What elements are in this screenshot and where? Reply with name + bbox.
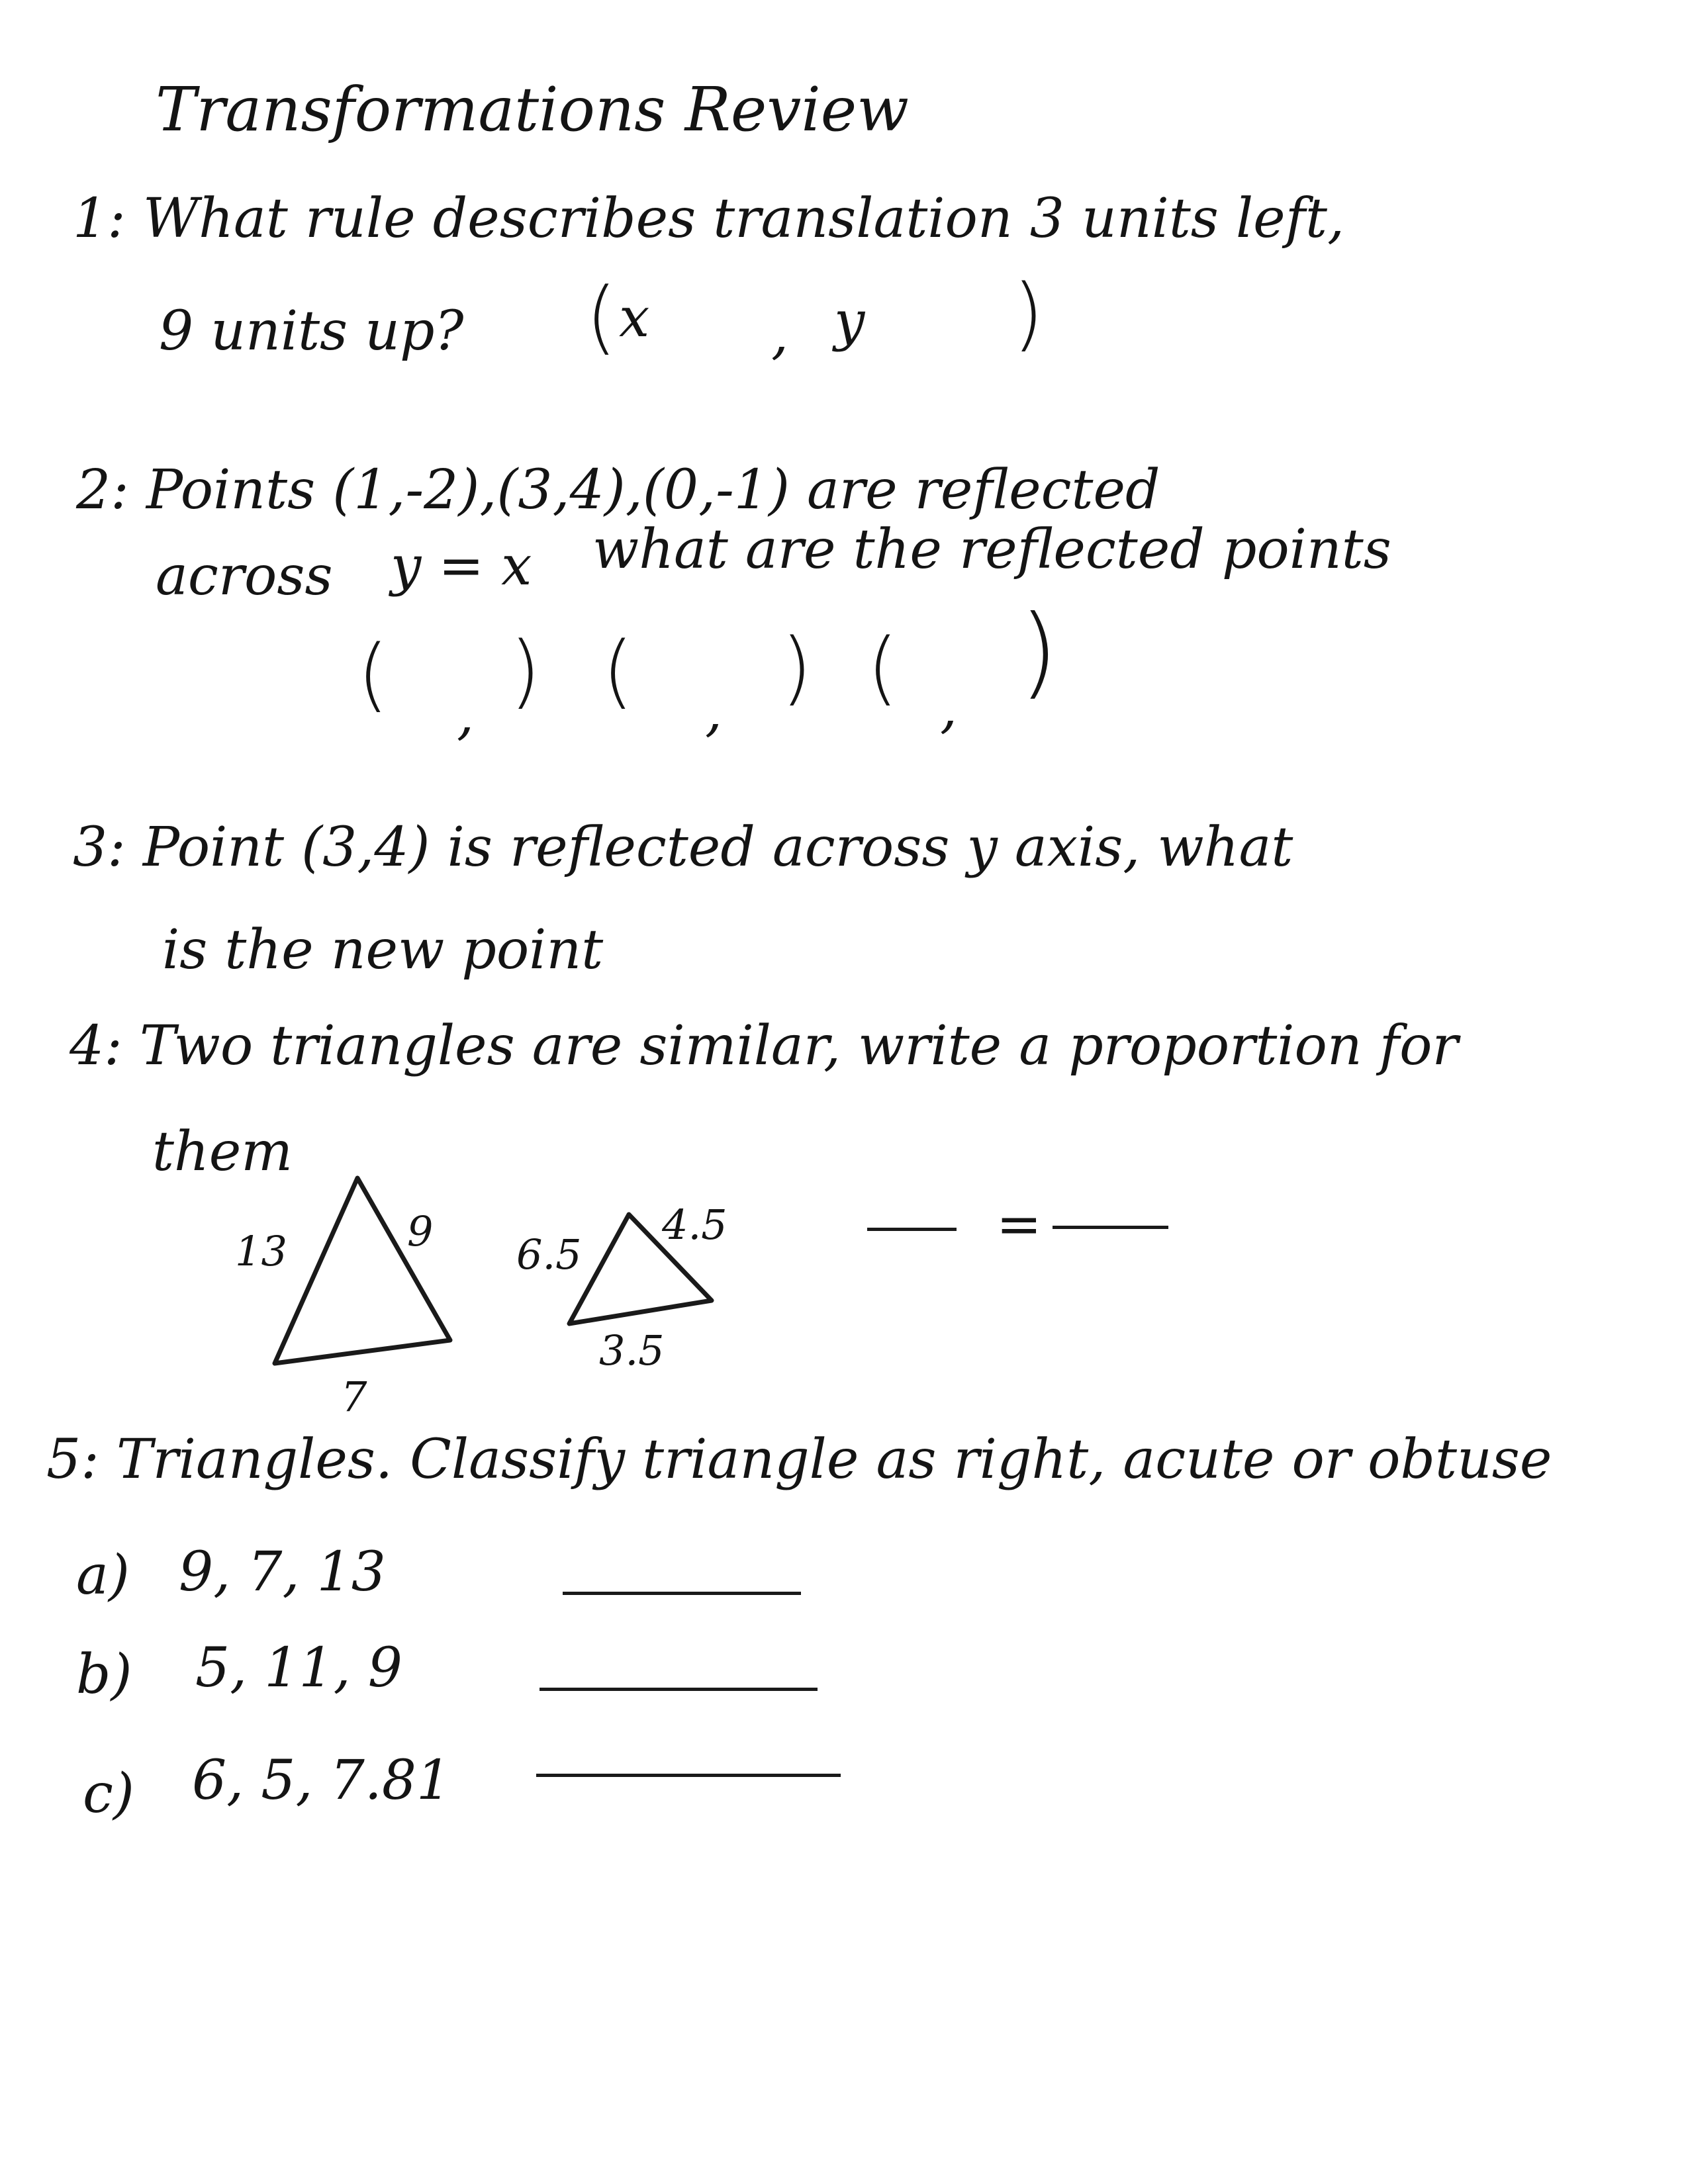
q2-point-1-open: ( [357,629,389,721]
question-3-line-1: 3: Point (3,4) is reflected across y axis, what [73,816,1293,879]
q1-answer-close-paren: ) [1013,268,1044,360]
q5-item-c-values: 6, 5, 7.81 [192,1749,451,1812]
question-2-line-2-yx: y = x [391,535,532,598]
q5-item-a-answer-blank[interactable] [563,1592,801,1595]
question-1-line-2: 9 units up? [159,300,464,363]
q5-item-b-label: b) [76,1643,132,1706]
q1-answer-y: y [834,290,865,353]
q2-point-2-comma: , [705,680,723,743]
q2-point-1-comma: , [457,684,475,747]
q1-answer-comma: , [771,303,789,366]
triangle-1-left-side: 13 [235,1227,287,1275]
question-2-line-1: 2: Points (1,-2),(3,4),(0,-1) are reflected [76,459,1160,522]
q2-point-3-comma: , [940,677,958,740]
q2-point-2-close: ) [781,622,812,714]
q5-item-a-values: 9, 7, 13 [179,1541,386,1604]
question-3-line-2: is the new point [162,919,604,981]
q5-item-c-label: c) [83,1762,134,1825]
q5-item-c-answer-blank[interactable] [536,1774,841,1777]
triangle-2-left-side: 6.5 [516,1230,582,1279]
question-4-line-2: them [152,1120,293,1183]
triangle-2-right-side: 4.5 [662,1201,727,1249]
question-1-line-1: 1: What rule describes translation 3 units left, [73,187,1345,250]
question-5-line-1: 5: Triangles. Classify triangle as right, acute or obtuse [46,1428,1552,1491]
triangle-1-bottom-side: 7 [341,1373,367,1421]
question-2-line-2-across: across [156,545,333,608]
worksheet-title: Transformations Review [156,74,909,145]
question-4-line-1: 4: Two triangles are similar, write a proportion for [70,1015,1458,1077]
q2-point-2-open: ( [602,625,633,717]
triangle-2-bottom-side: 3.5 [599,1326,665,1375]
q5-item-b-values: 5, 11, 9 [195,1637,402,1700]
q2-point-3-open: ( [867,622,898,714]
proportion-left-blank[interactable] [867,1228,957,1231]
q2-point-1-close: ) [510,625,541,717]
q5-item-a-label: a) [76,1544,130,1607]
question-2-line-2-rest: what are the reflected points [592,518,1391,581]
triangle-1-shape [275,1178,450,1363]
proportion-right-blank[interactable] [1053,1226,1168,1229]
q1-answer-open-paren: ( [586,271,617,363]
q1-answer-x: x [619,287,650,349]
q2-point-3-close: ) [1019,594,1058,709]
proportion-equals-sign: = [996,1193,1042,1256]
q5-item-b-answer-blank[interactable] [539,1688,818,1691]
triangle-1-right-side: 9 [407,1207,434,1255]
